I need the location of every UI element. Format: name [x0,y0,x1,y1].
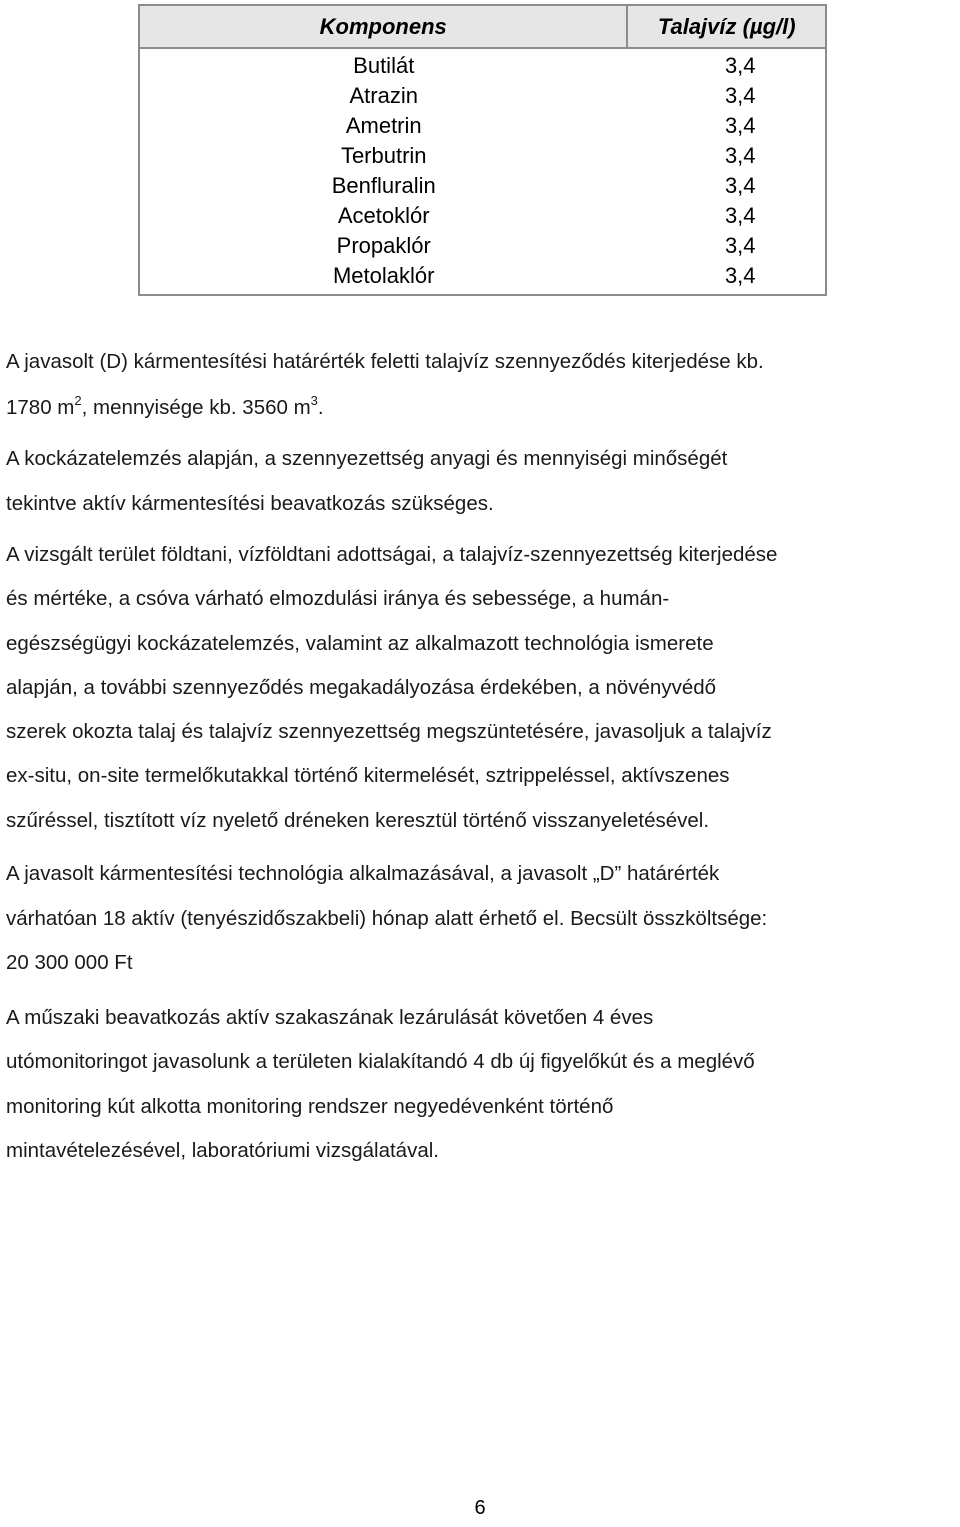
paragraph-cost [6,852,956,986]
paragraph-line: A vizsgált terület földtani, vízföldtani adottságai, a talajvíz-szennyezettség kiterjedése [6,543,778,566]
component-name: Benfluralin [139,171,627,201]
sentence-end: . [317,396,324,419]
component-table-container [138,4,827,296]
component-value: 3,4 [627,171,826,201]
paragraph-line: tekintve aktív kármentesítési beavatkozás szükséges. [6,492,494,515]
table-row [139,111,826,141]
component-name: Atrazin [139,81,627,111]
header-groundwater-value: Talajvíz (µg/l) [627,5,826,48]
component-name: Butilát [139,48,627,81]
paragraph-line: mintavételezésével, laboratóriumi vizsgálatával. [6,1138,439,1162]
page-number: 6 [474,1497,486,1519]
paragraph-line: és mértéke, a csóva várható elmozdulási iránya és sebessége, a humán- [6,587,670,611]
component-name: Metolaklór [139,261,627,295]
volume-text: , mennyisége kb. 3560 m [81,396,311,419]
table-row [139,48,826,81]
paragraph-line: várhatóan 18 aktív (tenyészidőszakbeli) hónap alatt érhető el. Becsült összköltsége: [6,906,768,930]
component-name: Acetoklór [139,201,627,231]
component-value: 3,4 [627,231,826,261]
component-name: Terbutrin [139,141,627,171]
area-value: 1780 m [6,396,75,419]
paragraph-line: alapján, a további szennyeződés megakadályozása érdekében, a növényvédő [6,675,717,699]
paragraph-line: ex-situ, on-site termelőkutakkal történő kitermelését, sztrippeléssel, aktívszenes [6,764,730,788]
paragraph-line: szűréssel, tisztított víz nyelető dréneken keresztül történő visszanyeletésével. [6,808,710,832]
paragraph-risk-assessment [6,436,956,526]
table-row [139,231,826,261]
paragraph-line [6,385,956,431]
paragraph-recommendation [6,533,956,843]
component-value: 3,4 [627,48,826,81]
component-value: 3,4 [627,261,826,295]
paragraph-line: monitoring kút alkotta monitoring rendszer negyedévenként történő [6,1094,614,1118]
paragraph-line: 20 300 000 Ft [6,951,133,974]
paragraph-extent [6,339,956,431]
component-name: Ametrin [139,111,627,141]
component-value: 3,4 [627,111,826,141]
paragraph-line: szerek okozta talaj és talajvíz szennyezettség megszüntetésére, javasoljuk a talajvíz [6,720,772,744]
header-component: Komponens [139,5,627,48]
superscript: 2 [74,393,82,408]
paragraph-line: A javasolt (D) kármentesítési határérték feletti talajvíz szennyeződés kiterjedése kb. [6,350,764,373]
component-name: Propaklór [139,231,627,261]
paragraph-line: A javasolt kármentesítési technológia alkalmazásával, a javasolt „D” határérték [6,862,720,885]
paragraph-line: A kockázatelemzés alapján, a szennyezettség anyagi és mennyiségi minőségét [6,447,728,470]
table-row [139,171,826,201]
paragraph-line: A műszaki beavatkozás aktív szakaszának lezárulását követően 4 éves [6,1006,654,1029]
paragraph-line: egészségügyi kockázatelemzés, valamint az alkalmazott technológia ismerete [6,631,714,655]
paragraph-line: utómonitoringot javasolunk a területen kialakítandó 4 db új figyelőkút és a meglévő [6,1050,755,1074]
table-row [139,141,826,171]
table-row [139,81,826,111]
table-header-row [139,5,826,48]
component-value: 3,4 [627,81,826,111]
table-row [139,201,826,231]
component-value: 3,4 [627,141,826,171]
component-table [138,4,827,296]
component-value: 3,4 [627,201,826,231]
paragraph-monitoring [6,996,956,1173]
table-row [139,261,826,295]
superscript: 3 [310,393,318,408]
